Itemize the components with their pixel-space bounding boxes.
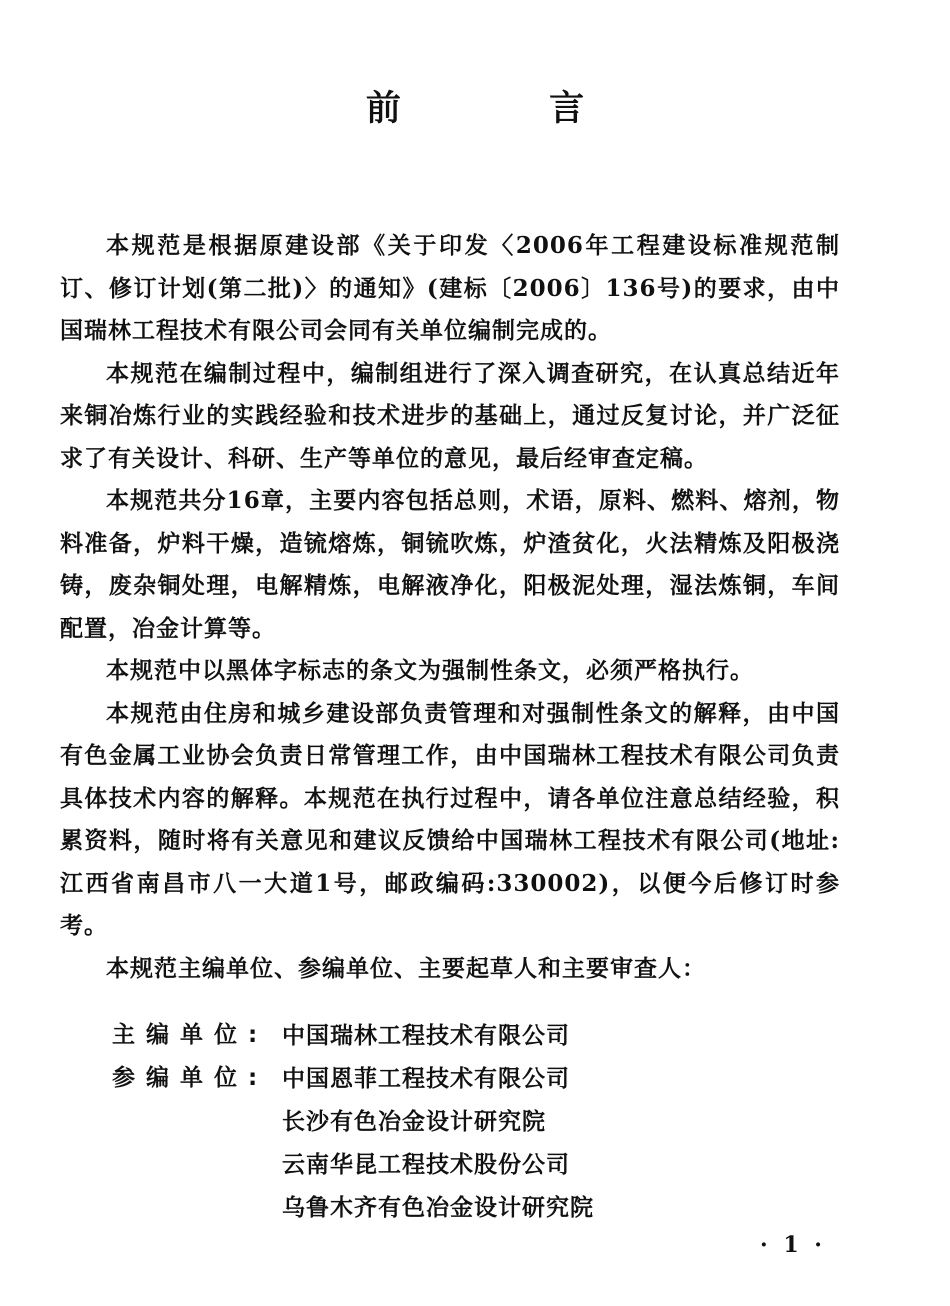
page-number: · 1 · bbox=[760, 1232, 826, 1258]
preface-body bbox=[60, 225, 840, 990]
chief-unit-name: 中国瑞林工程技术有限公司 bbox=[282, 1022, 570, 1049]
page-title: 前 言 bbox=[365, 89, 653, 129]
chief-unit-row bbox=[112, 1014, 594, 1057]
participating-unit-name: 长沙有色冶金设计研究院 bbox=[282, 1108, 546, 1135]
paragraph-management: 本规范由住房和城乡建设部负责管理和对强制性条文的解释，由中国有色金属工业协会负责日常管理工作，由中国瑞林工程技术有限公司负责具体技术内容的解释。本规范在执行过程中，请各单位注意总结经验，积累资料，随时将有关意见和建议反馈给中国瑞林工程技术有限公司(地址:江西省南昌市八一大道1号，邮政编码:330002)，以便今后修订时参考。 bbox=[60, 699, 840, 939]
chief-unit-label: 主编单位: bbox=[112, 1022, 269, 1048]
participating-unit-name: 乌鲁木齐有色冶金设计研究院 bbox=[282, 1194, 594, 1221]
paragraph-basis: 本规范是根据原建设部《关于印发〈2006年工程建设标准规范制订、修订计划(第二批)〉的通知》(建标〔2006〕136号)的要求，由中国瑞林工程技术有限公司会同有关单位编制完成的。 bbox=[60, 232, 840, 344]
units-list bbox=[112, 1014, 594, 1229]
paragraph-contents: 本规范共分16章，主要内容包括总则，术语，原料、燃料、熔剂，物料准备，炉料干燥，造锍熔炼，铜锍吹炼，炉渣贫化，火法精炼及阳极浇铸，废杂铜处理，电解精炼，电解液净化，阳极泥处理，湿法炼铜，车间配置，冶金计算等。 bbox=[60, 487, 840, 642]
paragraph-units-intro: 本规范主编单位、参编单位、主要起草人和主要审查人： bbox=[106, 954, 706, 982]
paragraph-mandatory: 本规范中以黑体字标志的条文为强制性条文，必须严格执行。 bbox=[106, 657, 754, 684]
participating-unit-name: 中国恩菲工程技术有限公司 bbox=[282, 1065, 570, 1092]
participating-units-row bbox=[112, 1057, 594, 1229]
participating-unit-name: 云南华昆工程技术股份公司 bbox=[282, 1151, 570, 1178]
paragraph-process: 本规范在编制过程中，编制组进行了深入调查研究，在认真总结近年来铜冶炼行业的实践经验和技术进步的基础上，通过反复讨论，并广泛征求了有关设计、科研、生产等单位的意见，最后经审查定稿。 bbox=[60, 359, 840, 472]
participating-units-label: 参编单位: bbox=[112, 1065, 269, 1091]
